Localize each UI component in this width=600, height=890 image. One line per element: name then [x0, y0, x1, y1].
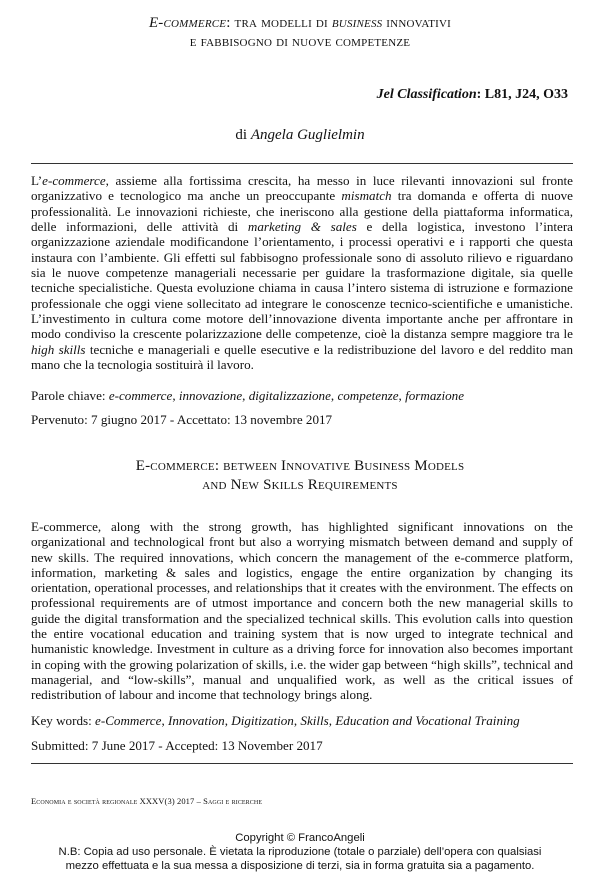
italic-term: formazione [405, 388, 464, 403]
italian-abstract [31, 173, 573, 372]
italic-term: marketing & sales [247, 219, 357, 235]
text-run: , [330, 388, 338, 403]
text-run: tra domanda e offerta di nuove professionalità. Le innovazioni richieste, che ineriscono alla gestione della piattaforma informatica, delle informazioni, delle attività di [31, 188, 573, 235]
italian-keywords: Parole chiave: e-commerce, innovazione, digitalizzazione, competenze, formazione [31, 388, 464, 403]
italic-term: Skills [300, 713, 329, 728]
italian-title-line1: E-commerce: tra modelli di business innovativi [148, 15, 452, 31]
english-title [0, 457, 600, 495]
italic-term: e-Commerce [95, 713, 162, 728]
text-run: tecniche e manageriali e quelle esecutive e la redistribuzione del lavoro e del reddito man mano che la tecnologia sostituirà il lavoro. [31, 341, 573, 373]
text-run: L’ [31, 173, 43, 188]
text-run: , [242, 388, 249, 403]
text-run: e della logistica, investono l’intera organizzazione aziendale modificandone l’orientamento, i processi operativi e i rapporti che questa instaura con l’ambiente. Gli effetti sul fabbisogno professionale sono di assoluto rilievo e riguardano sia le nuove competenze manageriali necessarie per guidare la trasformazione digitale, sia quelle tecniche specialistiche. Questa evoluzione chiama in causa l’intero sistema di istruzione e formazione professionale che oggi viene sollecitato ad integrare le conoscenze tecnico-scientifiche e umanistiche. L’investimento in cultura come motore dell’innovazione diventa importante anche per affrontare in modo condiviso la crescente polarizzazione delle competenze, cioè la distanza sempre maggiore tra le [31, 219, 573, 342]
italic-term: e-commerce [108, 388, 173, 403]
english-dates: Submitted: 7 June 2017 - Accepted: 13 November 2017 [31, 738, 323, 753]
text-run: , [293, 713, 301, 728]
italian-title [0, 14, 600, 52]
author-line: di Angela Guglielmin [235, 127, 365, 143]
usage-notice-line2: mezzo effettuata e la sua messa a disposizione di terzi, sia in forma gratuita sia a pagamento. [65, 860, 535, 872]
italic-term: mismatch [341, 188, 392, 204]
copyright-footer [0, 831, 600, 873]
italian-dates: Pervenuto: 7 giugno 2017 - Accettato: 13 novembre 2017 [31, 412, 333, 427]
usage-notice-line1: N.B: Copia ad uso personale. È vietata la riproduzione (totale o parziale) dell’opera con qualsiasi [58, 846, 542, 858]
italic-term: Education and Vocational Training [335, 713, 520, 728]
english-keywords-list [95, 713, 520, 728]
italic-term: competenze [337, 388, 399, 403]
text-run: , [398, 388, 406, 403]
italian-title-line2: e fabbisogno di nuove competenze [189, 34, 411, 50]
italic-term: high skills [31, 341, 86, 357]
bottom-rule [31, 763, 573, 764]
italic-term: innovazione [178, 388, 243, 403]
italic-term: Digitization [231, 713, 294, 728]
top-rule [31, 163, 573, 164]
text-run: , assieme alla fortissima crescita, ha messo in luce rilevanti innovazioni sul fronte organizzativo e tecnologico ma anche un preoccupante [31, 173, 573, 204]
english-title-line2: and New Skills Requirements [202, 477, 398, 493]
text-run: , [328, 713, 336, 728]
journal-line: Economia e società regionale XXXV(3) 2017 – Saggi e ricerche [31, 796, 263, 806]
text-run: , [224, 713, 232, 728]
english-title-line1: E-commerce: between Innovative Business Models [135, 458, 465, 474]
jel-classification: Jel Classification: L81, J24, O33 [376, 87, 568, 102]
italic-term: digitalizzazione [248, 388, 331, 403]
italic-term: e-commerce [42, 173, 106, 188]
text-run: , [161, 713, 168, 728]
english-abstract: E-commerce, along with the strong growth, has highlighted significant innovations on the organizational and technological front but also a worrying mismatch between demand and supply of new skills. The required innovations, which concern the management of the e-commerce platform, information, marketing & sales and logistics, engage the entire organization by changing its orientation, operational processes, and relationships that it creates with the environment. The effects on professional requirements are of utmost importance and concern both the new managerial skills to guide the digital transformation and the specialized technical skills. This evolution calls into question the entire vocational education and training system that is now urged to integrate technical and humanistic knowledge. Investment in culture as a driving force for innovation also becomes important in coping with the growing polarization of skills, i.e. the wider gap between “high skills”, technical and managerial, and “low-skills”, manual and unqualified work, as well as the critical issues of redistribution of labour and income that technology brings along. [31, 519, 573, 703]
english-keywords: Key words: e-Commerce, Innovation, Digitization, Skills, Education and Vocational Training [31, 713, 520, 728]
copyright-notice: Copyright © FrancoAngeli [235, 832, 365, 844]
italian-keywords-list [109, 388, 464, 403]
text-run: , [172, 388, 179, 403]
italic-term: Innovation [167, 713, 225, 728]
